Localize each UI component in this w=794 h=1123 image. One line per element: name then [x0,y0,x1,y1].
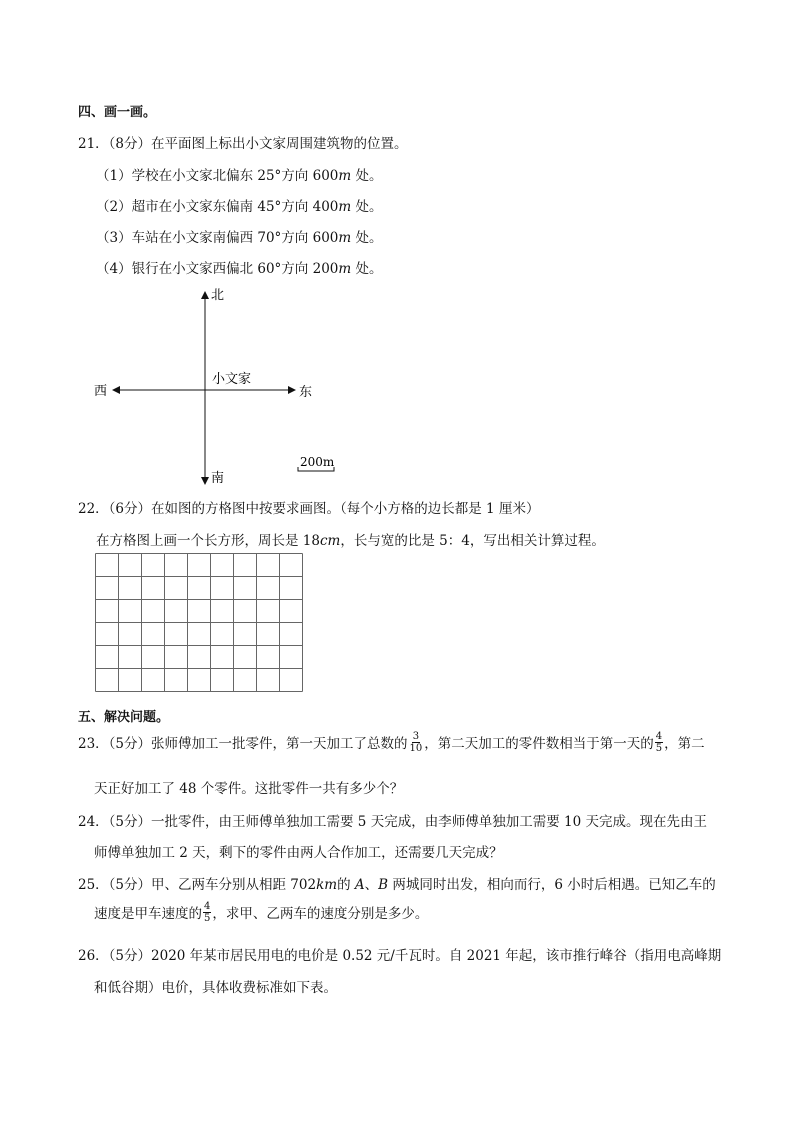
south-label: 南 [211,471,225,486]
north-label: 北 [211,288,225,303]
q21-stem: 21．（8分）在平面图上标出小文家周围建筑物的位置。 [78,136,408,152]
q25-fraction: $\frac{4}{5}$ [204,901,211,924]
center-label: 小文家 [212,372,252,387]
q21-item-1: （1）学校在小文家北偏东 25°方向 600m 处。 [96,168,383,184]
scale-label: 200m [300,455,335,469]
east-label: 东 [299,385,313,400]
q21-item-3: （3）车站在小文家南偏西 70°方向 600m 处。 [96,230,383,246]
q26-line-2: 和低谷期）电价，具体收费标准如下表。 [94,980,337,996]
q25-line-2: 速度是甲车速度的 $\frac{4}{5}$ ，求甲、乙两车的速度分别是多少。 [94,901,429,924]
q25-line-1: 25．（5分）甲、乙两车分别从相距 702km的 A、B 两城同时出发，相向而行，6 小时后相遇。已知乙车的 [78,877,716,893]
section-4-title: 四、画一画。 [78,105,157,120]
q23-line-2: 天正好加工了 48 个零件。这批零件一共有多少个？ [94,781,404,797]
q22-requirement: 在方格图上画一个长方形，周长是 18cm，长与宽的比是 5：4，写出相关计算过程。 [96,533,605,549]
q22-stem: 22．（6分）在如图的方格图中按要求画图。（每个小方格的边长都是 1 厘米） [78,501,540,517]
q24-line-2: 师傅单独加工 2 天，剩下的零件由两人合作加工，还需要几天完成？ [94,845,503,861]
q26-line-1: 26．（5分）2020 年某市居民用电的电价是 0.52 元/千瓦时。自 2021 年起，该市推行峰谷（指用电高峰期 [78,948,722,964]
drawing-grid [95,553,305,693]
q24-line-1: 24．（5分）一批零件，由王师傅单独加工需要 5 天完成，由李师傅单独加工需要 10 天完成。现在先由王 [78,814,707,830]
west-label: 西 [94,384,108,399]
compass-diagram [0,0,794,500]
q23-fraction-2: $\frac{4}{5}$ [655,731,663,754]
q21-item-2: （2）超市在小文家东偏南 45°方向 400m 处。 [96,199,383,215]
section-5-title: 五、解决问题。 [78,710,170,725]
q23-fraction-1: $\frac{3}{10}$ [409,731,423,754]
q23-line-1: 23．（5分）张师傅加工一批零件，第一天加工了总数的 $\frac{3}{10}$ ，第二天加工的零件数相当于第一天的 $\frac{4}{5}$ ，第二 [78,731,705,754]
q21-item-4: （4）银行在小文家西偏北 60°方向 200m 处。 [96,261,383,277]
